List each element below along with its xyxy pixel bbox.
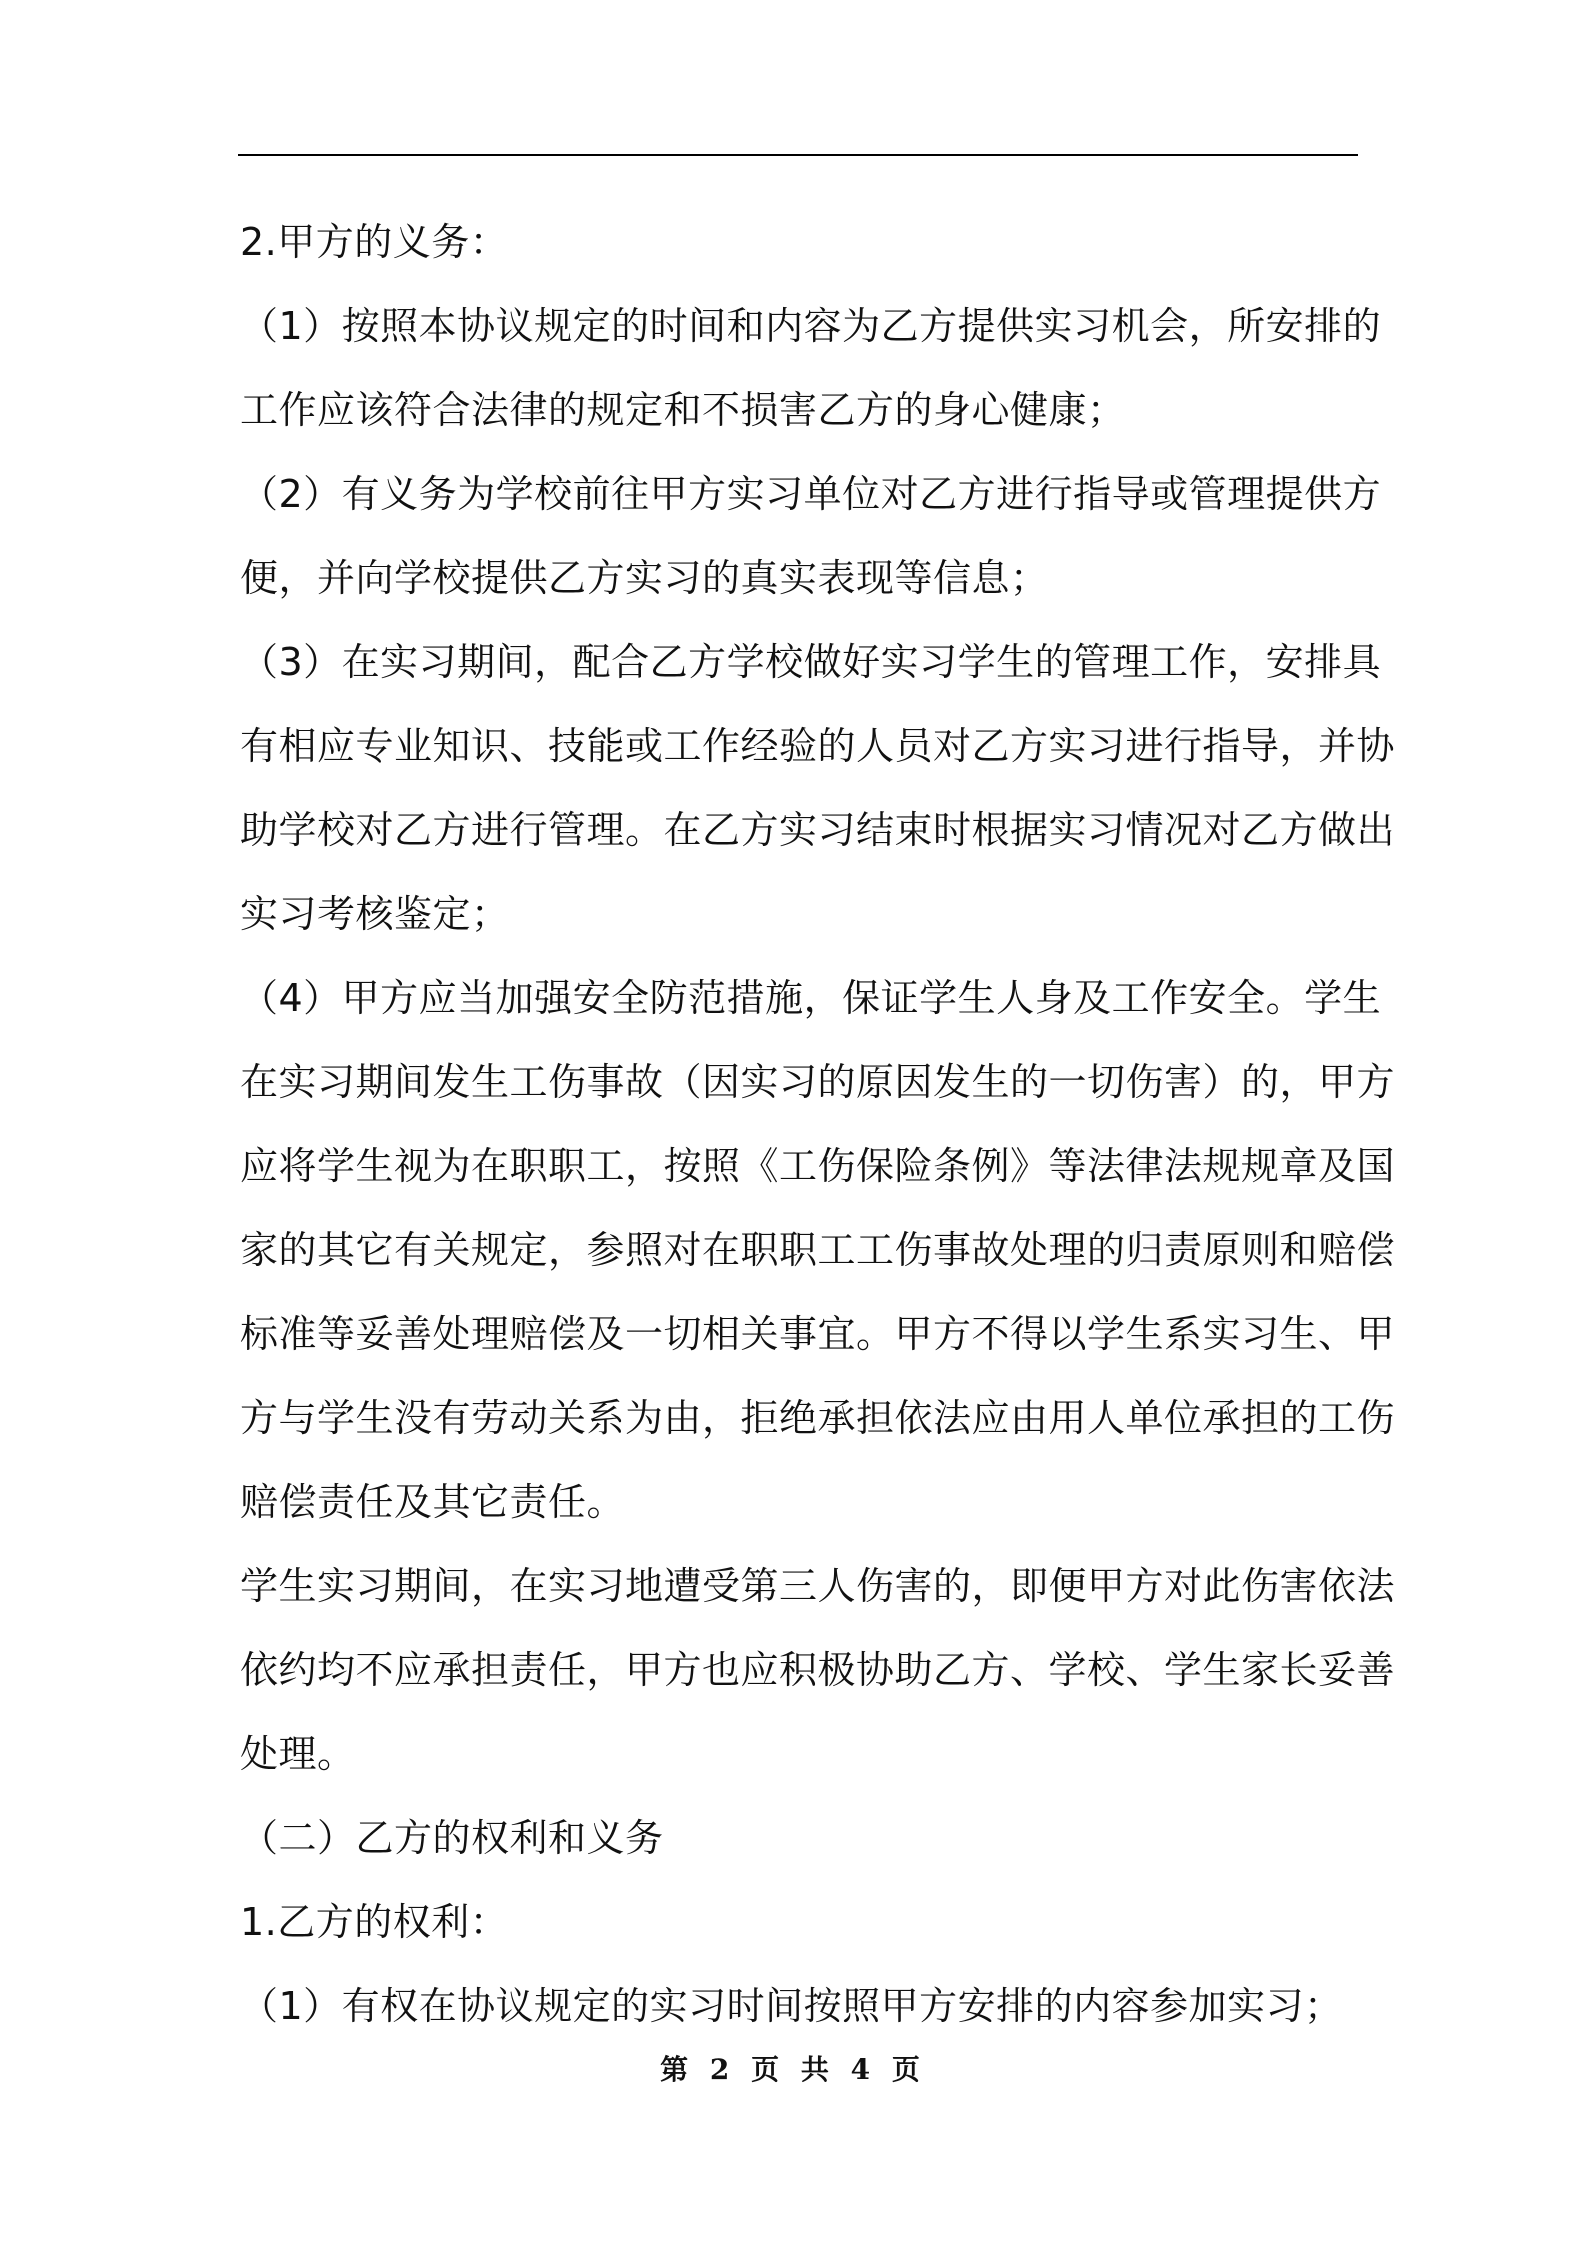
page-number-footer: 第 2 页 共 4 页 [660,2053,926,2086]
paragraph-line: （2）有义务为学校前往甲方实习单位对乙方进行指导或管理提供方 [240,472,1382,516]
paragraph-line: 依约均不应承担责任，甲方也应积极协助乙方、学校、学生家长妥善 [240,1648,1396,1692]
paragraph-line: 便，并向学校提供乙方实习的真实表现等信息； [240,556,1049,600]
paragraph-line: 实习考核鉴定； [240,892,510,936]
paragraph-line: （4）甲方应当加强安全防范措施，保证学生人身及工作安全。学生 [240,976,1382,1020]
header-rule [238,154,1358,156]
paragraph-line: 家的其它有关规定，参照对在职职工工伤事故处理的归责原则和赔偿 [240,1228,1396,1272]
paragraph-line: 学生实习期间，在实习地遭受第三人伤害的，即便甲方对此伤害依法 [240,1564,1396,1608]
paragraph-line: 在实习期间发生工伤事故（因实习的原因发生的一切伤害）的，甲方 [240,1060,1396,1104]
paragraph-line: 标准等妥善处理赔偿及一切相关事宜。甲方不得以学生系实习生、甲 [240,1312,1396,1356]
paragraph-line: 助学校对乙方进行管理。在乙方实习结束时根据实习情况对乙方做出 [240,808,1396,852]
paragraph-line: 方与学生没有劳动关系为由，拒绝承担依法应由用人单位承担的工伤 [240,1396,1396,1440]
section-heading-party-b-rights: 1.乙方的权利： [240,1900,509,1944]
paragraph-line: 处理。 [240,1732,356,1776]
paragraph-line: （3）在实习期间，配合乙方学校做好实习学生的管理工作，安排具 [240,640,1382,684]
paragraph-line: 工作应该符合法律的规定和不损害乙方的身心健康； [240,388,1126,432]
section-heading-party-a-obligations: 2.甲方的义务： [240,220,509,264]
section-heading-party-b-rights-obligations: （二）乙方的权利和义务 [240,1816,664,1860]
paragraph-line: 有相应专业知识、技能或工作经验的人员对乙方实习进行指导，并协 [240,724,1396,768]
paragraph-line: 应将学生视为在职职工，按照《工伤保险条例》等法律法规规章及国 [240,1144,1396,1188]
paragraph-line: （1）按照本协议规定的时间和内容为乙方提供实习机会，所安排的 [240,304,1382,348]
paragraph-line: 赔偿责任及其它责任。 [240,1480,626,1524]
paragraph-line: （1）有权在协议规定的实习时间按照甲方安排的内容参加实习； [240,1984,1343,2028]
document-body [240,200,1396,2048]
